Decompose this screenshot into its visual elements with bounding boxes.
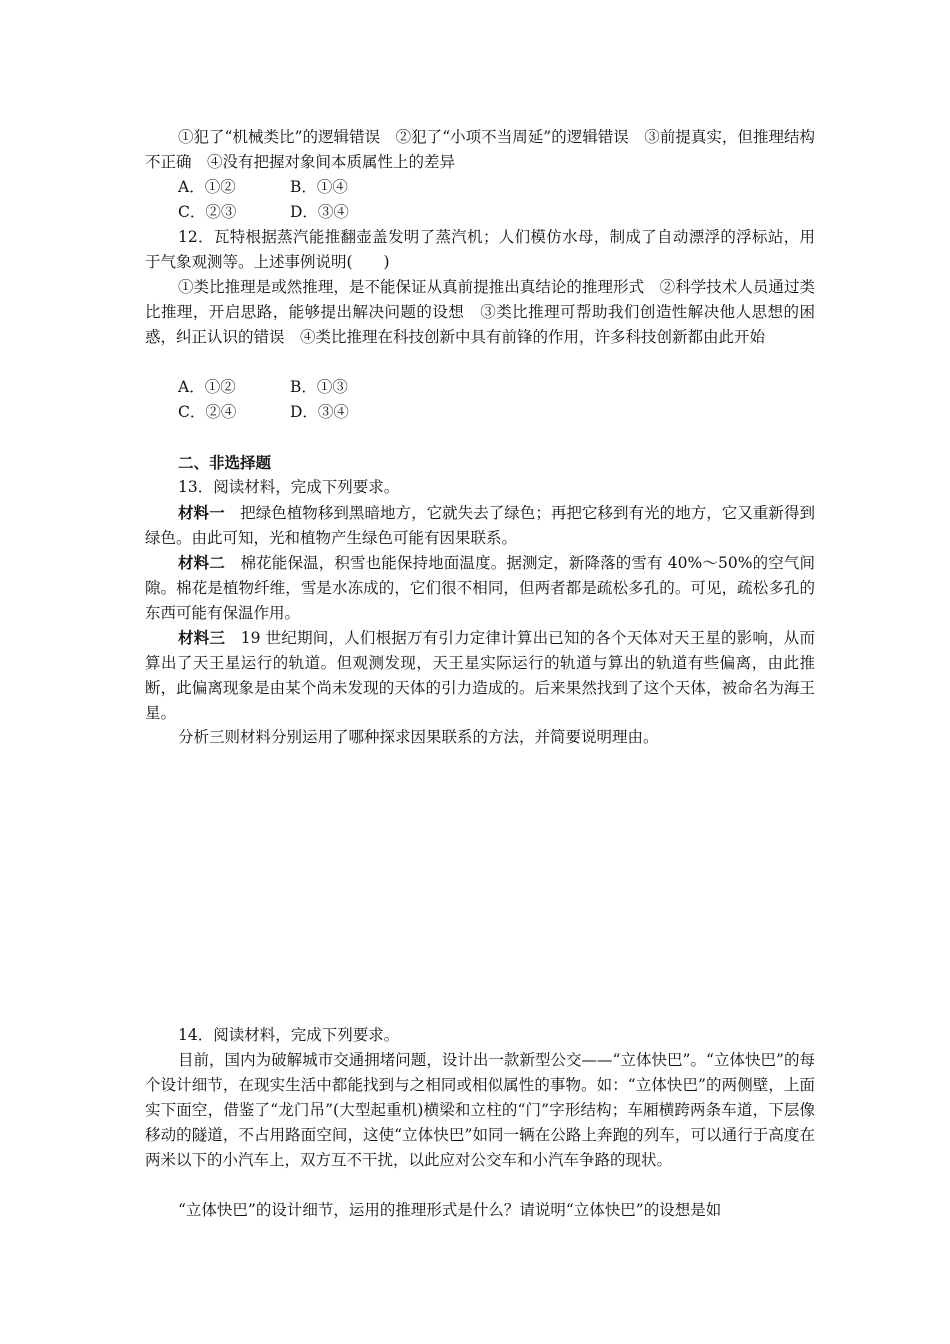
q12-option-c: C．②④ xyxy=(178,403,237,421)
q11-option-b: B．①④ xyxy=(290,178,348,196)
q14-intro: 14．阅读材料，完成下列要求。 xyxy=(178,1026,400,1044)
material-1-label: 材料一 xyxy=(178,503,225,522)
q12-options-row-2 xyxy=(178,400,349,425)
q13-intro: 13．阅读材料，完成下列要求。 xyxy=(178,478,400,496)
q11-option-d: D．③④ xyxy=(290,203,349,221)
material-2-label: 材料二 xyxy=(178,553,225,572)
q13-task: 分析三则材料分别运用了哪种探求因果联系的方法，并简要说明理由。 xyxy=(178,728,659,746)
q14-task: “立体快巴”的设计细节，运用的推理形式是什么？请说明“立体快巴”的设想是如 xyxy=(178,1201,722,1219)
q12-options-row-1 xyxy=(178,375,348,400)
q14-material: 目前，国内为破解城市交通拥堵问题，设计出一款新型公交——“立体快巴”。“立体快巴”的每个设计细节，在现实生活中都能找到与之相同或相似属性的事物。如：“立体快巴”的两侧壁，上面实下面空，借鉴了“龙门吊”(大型起重机)横梁和立柱的“门”字形结构；车厢横跨两条车道，下层像移动的隧道，不占用路面空间，这使“立体快巴”如同一辆在公路上奔跑的列车，可以通行于高度在两米以下的小汽车上，双方互不干扰，以此应对公交车和小汽车争路的现状。 xyxy=(145,1051,815,1169)
q13-material-2 xyxy=(145,550,815,626)
q11-options-row-2 xyxy=(178,200,349,225)
q13-material-1 xyxy=(145,500,815,551)
material-3-label: 材料三 xyxy=(178,628,226,647)
q13-material-3 xyxy=(145,625,815,726)
material-1-text: 把绿色植物移到黑暗地方，它就失去了绿色；再把它移到有光的地方，它又重新得到绿色。由此可知，光和植物产生绿色可能有因果联系。 xyxy=(145,504,815,547)
q12-stem: 12．瓦特根据蒸汽能推翻壶盖发明了蒸汽机；人们模仿水母，制成了自动漂浮的浮标站，用于气象观测等。上述事例说明( ) xyxy=(145,228,815,271)
q11-stem: ①犯了“机械类比”的逻辑错误 ②犯了“小项不当周延”的逻辑错误 ③前提真实，但推理结构不正确 ④没有把握对象间本质属性上的差异 xyxy=(145,128,815,171)
q12-option-b: B．①③ xyxy=(290,378,348,396)
q11-option-c: C．②③ xyxy=(178,203,237,221)
section-heading: 二、非选择题 xyxy=(178,453,272,472)
q12-option-a: A．①② xyxy=(178,378,236,396)
material-2-text: 棉花能保温，积雪也能保持地面温度。据测定，新降落的雪有 40%～50%的空气间隙。棉花是植物纤维，雪是水冻成的，它们很不相同，但两者都是疏松多孔的。可见，疏松多孔的东西可能有保温作用。 xyxy=(145,554,815,622)
q12-option-d: D．③④ xyxy=(290,403,349,421)
q12-choices: ①类比推理是或然推理，是不能保证从真前提推出真结论的推理形式 ②科学技术人员通过类比推理，开启思路，能够提出解决问题的设想 ③类比推理可帮助我们创造性解决他人思想的困惑，纠正认识的错误 ④类比推理在科技创新中具有前锋的作用，许多科技创新都由此开始 xyxy=(145,278,815,346)
q11-options-row-1 xyxy=(178,175,348,200)
material-3-text: 19 世纪期间，人们根据万有引力定律计算出已知的各个天体对天王星的影响，从而算出了天王星运行的轨道。但观测发现，天王星实际运行的轨道与算出的轨道有些偏离，由此推断，此偏离现象是由某个尚未发现的天体的引力造成的。后来果然找到了这个天体，被命名为海王星。 xyxy=(145,629,815,722)
q11-option-a: A．①② xyxy=(178,178,236,196)
